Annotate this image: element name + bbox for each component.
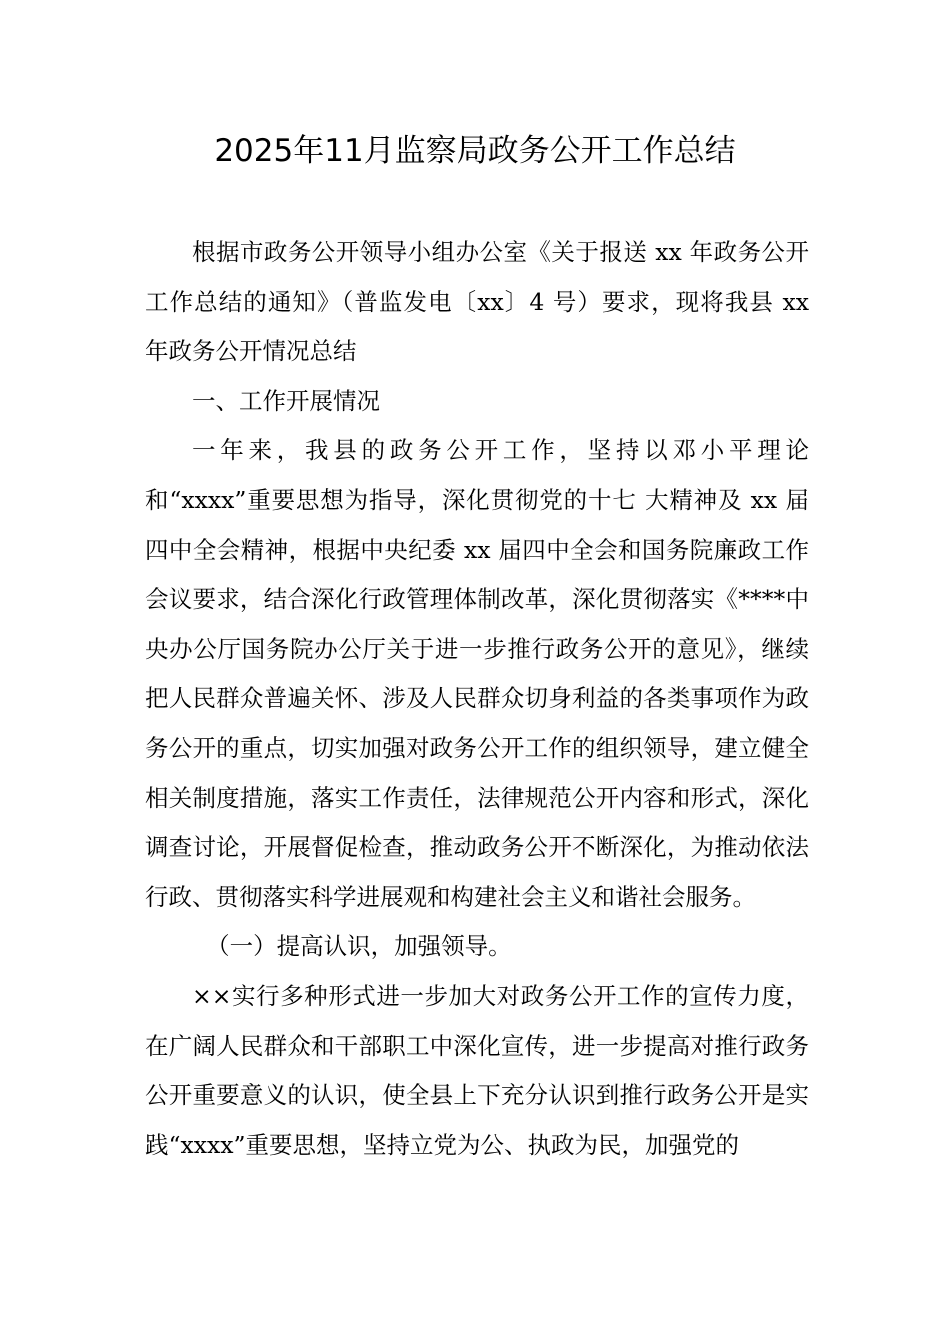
document-title: 2025年11月监察局政务公开工作总结 <box>214 133 736 169</box>
section-heading-work-status: 一、工作开展情况 <box>192 386 380 415</box>
subsection-body-awareness: ××实行多种形式进一步加大对政务公开工作的宣传力度，在广阔人民群众和干部职工中深化宣传，进一步提高对推行政务公开重要意义的认识，使全县上下充分认识到推行政务公开是实践“xxxx”重要思想，坚持立党为公、执政为民，加强党的 <box>145 981 809 1159</box>
subsection-heading-awareness: （一）提高认识，加强领导。 <box>206 932 512 961</box>
section-body-work-status: 一年来，我县的政务公开工作，坚持以邓小平理论和“xxxx”重要思想为指导，深化贯彻党的十七 大精神及 xx 届四中全会精神，根据中央纪委 xx 届四中全会和国务院廉政工作会议要求，结合深化行政管理体制改革，深化贯彻落实《****中央办公厅国务院办公厅关于进一步推行政务公开的意见》，继续把人民群众普遍关怀、涉及人民群众切身利益的各类事项作为政务公开的重点，切实加强对政务公开工作的组织领导，建立健全相关制度措施，落实工作责任，法律规范公开内容和形式，深化调查讨论，开展督促检查，推动政务公开不断深化，为推动依法行政、贯彻落实科学进展观和构建社会主义和谐社会服务。 <box>145 436 809 911</box>
intro-paragraph: 根据市政务公开领导小组办公室《关于报送 xx 年政务公开工作总结的通知》（普监发电〔xx〕4 号）要求，现将我县 xx 年政务公开情况总结 <box>145 238 809 366</box>
document-body <box>145 228 809 1170</box>
